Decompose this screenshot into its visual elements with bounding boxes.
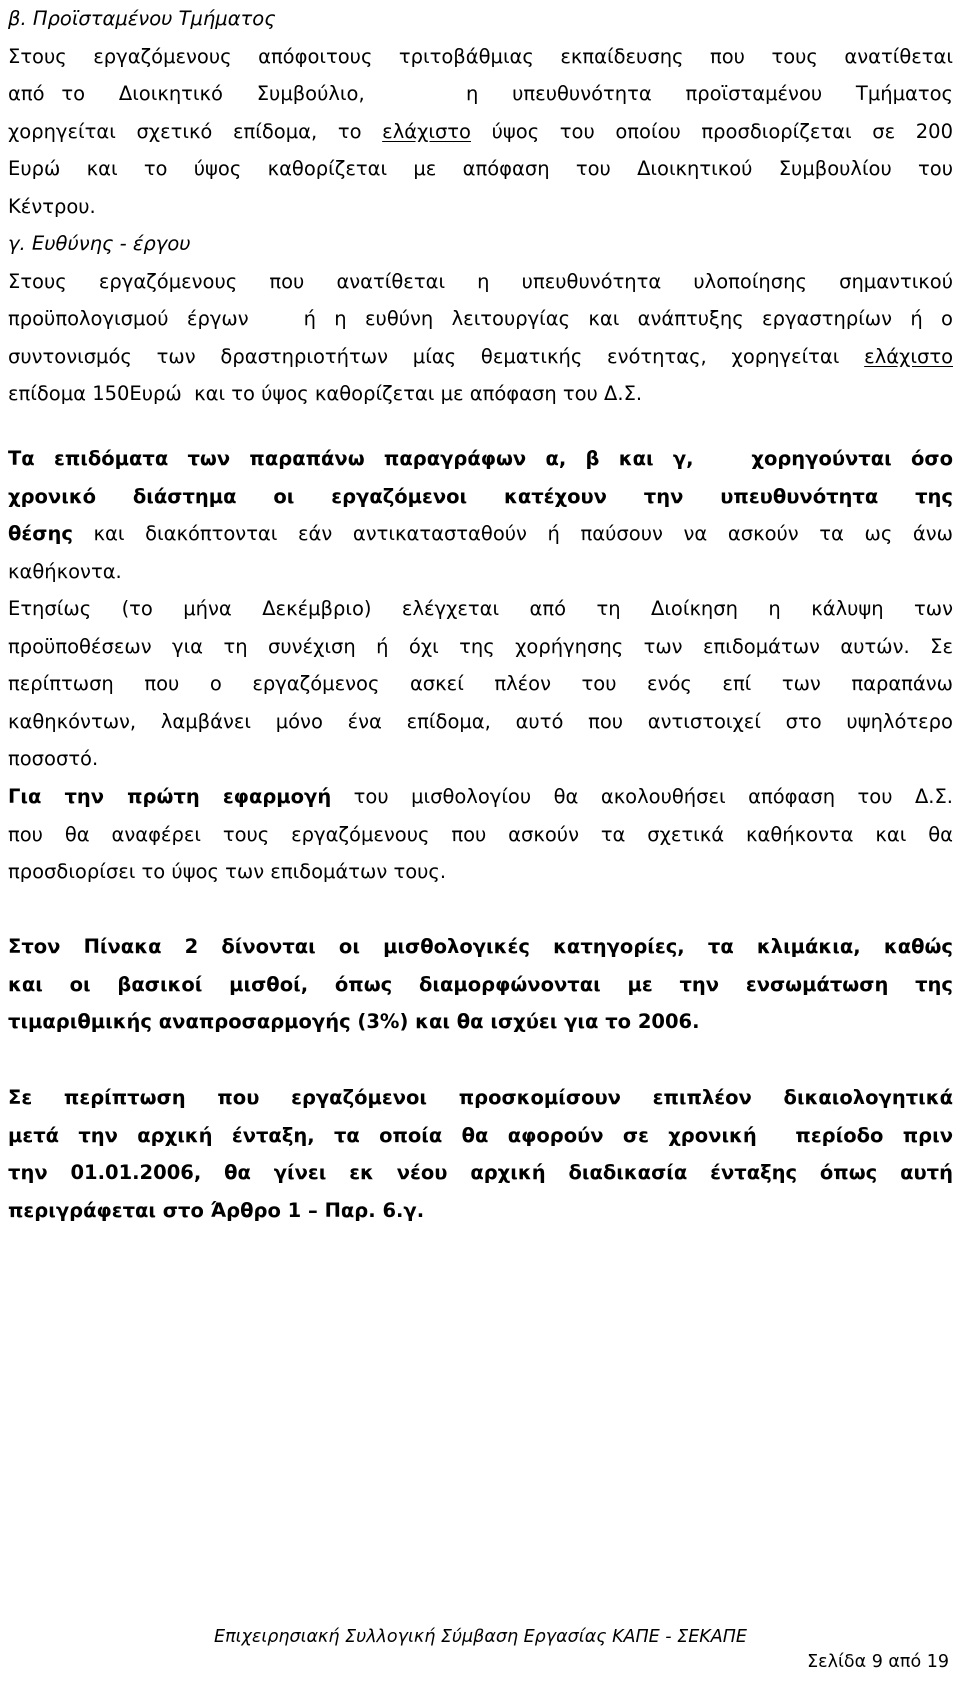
text-line: Τα επιδόματα των παραπάνω παραγράφων α, β και γ, χορηγούνται όσο xyxy=(8,447,953,470)
text-line: από το Διοικητικό Συμβούλιο, η υπευθυνότητα προϊσταμένου Τμήματος xyxy=(8,82,953,106)
footer-title: Επιχειρησιακή Συλλογική Σύμβαση Εργασίας ΚΑΠΕ - ΣΕΚΑΠΕ xyxy=(214,1627,747,1647)
text-line: καθηκόντων, λαμβάνει μόνο ένα επίδομα, αυτό που αντιστοιχεί στο υψηλότερο xyxy=(8,709,953,733)
first-application-paragraph xyxy=(8,778,953,891)
underlined-term: ελάχιστο xyxy=(382,119,471,143)
allowances-paragraph xyxy=(8,440,953,590)
annual-check-paragraph xyxy=(8,590,953,778)
text-line: Στον Πίνακα 2 δίνονται οι μισθολογικές κατηγορίες, τα κλιμάκια, καθώς xyxy=(8,935,953,958)
underlined-term: ελάχιστο xyxy=(864,344,953,368)
text-line: προϋπολογισμού έργων ή η ευθύνη λειτουργίας και ανάπτυξης εργαστηρίων ή ο xyxy=(8,307,953,331)
text-line: συντονισμός των δραστηριοτήτων μίας θεματικής ενότητας, χορηγείται ελάχιστο xyxy=(8,344,953,368)
documents-paragraph xyxy=(8,1079,953,1229)
text-line: περίπτωση που ο εργαζόμενος ασκεί πλέον του ενός επί των παραπάνω xyxy=(8,672,953,696)
text-line: Στους εργαζόμενους που ανατίθεται η υπευθυνότητα υλοποίησης σημαντικού xyxy=(8,269,953,293)
text-line: Κέντρου. xyxy=(8,194,96,218)
text-line: Ευρώ και το ύψος καθορίζεται με απόφαση του Διοικητικού Συμβουλίου του xyxy=(8,157,953,181)
text-line: τιμαριθμικής αναπροσαρμογής (3%) και θα ισχύει για το 2006. xyxy=(8,1010,700,1034)
text-line: Σε περίπτωση που εργαζόμενοι προσκομίσουν επιπλέον δικαιολογητικά xyxy=(8,1086,953,1109)
text-line: Ετησίως (το μήνα Δεκέμβριο) ελέγχεται από τη Διοίκηση η κάλυψη των xyxy=(8,597,953,620)
text-line: ποσοστό. xyxy=(8,747,99,771)
section-c xyxy=(8,225,953,413)
text-line: την 01.01.2006, θα γίνει εκ νέου αρχική διαδικασία ένταξης όπως αυτή xyxy=(8,1161,953,1185)
section-b xyxy=(8,0,953,226)
text-line: προσδιορίσει το ύψος των επιδομάτων τους. xyxy=(8,860,447,884)
text-line: Για την πρώτη εφαρμογή του μισθολογίου θα ακολουθήσει απόφαση του Δ.Σ. xyxy=(8,785,953,808)
text-line: Στους εργαζόμενους απόφοιτους τριτοβάθμιας εκπαίδευσης που τους ανατίθεται xyxy=(8,44,953,68)
text-line: περιγράφεται στο Άρθρο 1 – Παρ. 6.γ. xyxy=(8,1198,425,1222)
text-line: επίδομα 150Ευρώ και το ύψος καθορίζεται με απόφαση του Δ.Σ. xyxy=(8,382,643,406)
text-line: θέσης και διακόπτονται εάν αντικατασταθούν ή παύσουν να ασκούν τα ως άνω xyxy=(8,522,953,546)
section-c-heading: γ. Ευθύνης - έργου xyxy=(8,232,191,255)
section-b-heading: β. Προϊσταμένου Τμήματος xyxy=(8,7,276,30)
text-line: καθήκοντα. xyxy=(8,559,122,583)
text-line: χρονικό διάστημα οι εργαζόμενοι κατέχουν την υπευθυνότητα της xyxy=(8,484,953,508)
page-number: Σελίδα 9 από 19 xyxy=(807,1652,949,1672)
table2-paragraph xyxy=(8,928,953,1041)
text-line: και οι βασικοί μισθοί, όπως διαμορφώνονται με την ενσωμάτωση της xyxy=(8,972,953,996)
text-line: μετά την αρχική ένταξη, τα οποία θα αφορούν σε χρονική περίοδο πριν xyxy=(8,1123,953,1147)
text-line: που θα αναφέρει τους εργαζόμενους που ασκούν τα σχετικά καθήκοντα και θα xyxy=(8,822,953,846)
text-line: χορηγείται σχετικό επίδομα, το ελάχιστο ύψος του οποίου προσδιορίζεται σε 200 xyxy=(8,119,953,143)
text-line: προϋποθέσεων για τη συνέχιση ή όχι της χορήγησης των επιδομάτων αυτών. Σε xyxy=(8,634,953,658)
